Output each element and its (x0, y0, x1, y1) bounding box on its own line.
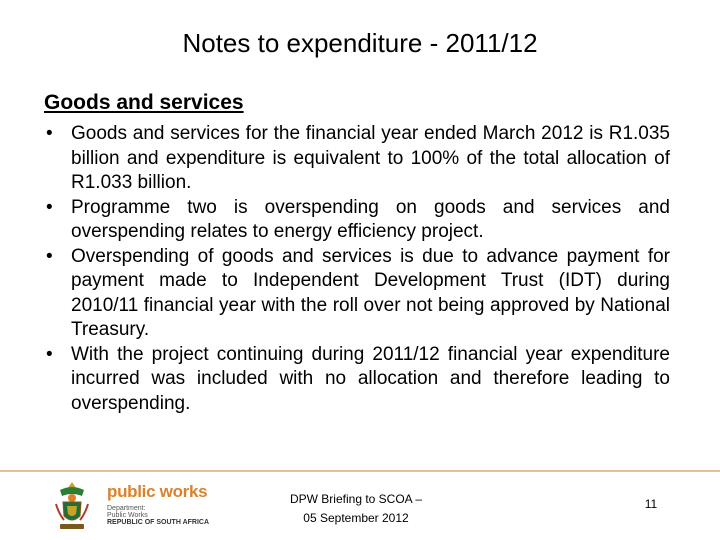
footer-caption-line1: DPW Briefing to SCOA – (289, 492, 423, 506)
page-number: 11 (644, 497, 658, 511)
logo-department-name: Public Works (107, 512, 148, 519)
public-works-logo (52, 480, 212, 532)
bullet-text: Goods and services for the financial year ended March 2012 is R1.035 billion and expenditure is equivalent to 100% of the total allocation of R1.033 billion. (71, 123, 670, 193)
bullet-item (44, 245, 670, 343)
logo-country: REPUBLIC OF SOUTH AFRICA (107, 519, 210, 526)
footer-caption-line2: 05 September 2012 (303, 511, 409, 525)
coat-of-arms-icon (52, 480, 92, 532)
bullet-text: Overspending of goods and services is due to advance payment for payment made to Independent Development Trust (IDT) during 2010/11 financial year with the roll over not being approved by National Treasury. (71, 245, 670, 340)
bullet-marker: • (46, 196, 53, 218)
bullet-text: Programme two is overspending on goods and services and overspending relates to energy efficiency project. (71, 196, 670, 242)
bullet-marker: • (46, 123, 53, 144)
footer-caption (270, 490, 442, 528)
section-heading: Goods and services (44, 91, 244, 114)
footer-divider (0, 470, 720, 472)
bullet-text: With the project continuing during 2011/12 financial year expenditure incurred was included with no allocation and therefore leading to overspending. (71, 343, 670, 414)
bullet-item (44, 196, 670, 245)
bullet-item (44, 122, 670, 196)
logo-brand-text: public works (107, 482, 208, 501)
slide-title: Notes to expenditure - 2011/12 (182, 28, 538, 58)
logo-department-label: Department: (107, 505, 146, 512)
bullet-marker: • (46, 245, 53, 267)
bullet-marker: • (46, 343, 53, 365)
bullet-list (44, 122, 670, 416)
bullet-item (44, 343, 670, 417)
